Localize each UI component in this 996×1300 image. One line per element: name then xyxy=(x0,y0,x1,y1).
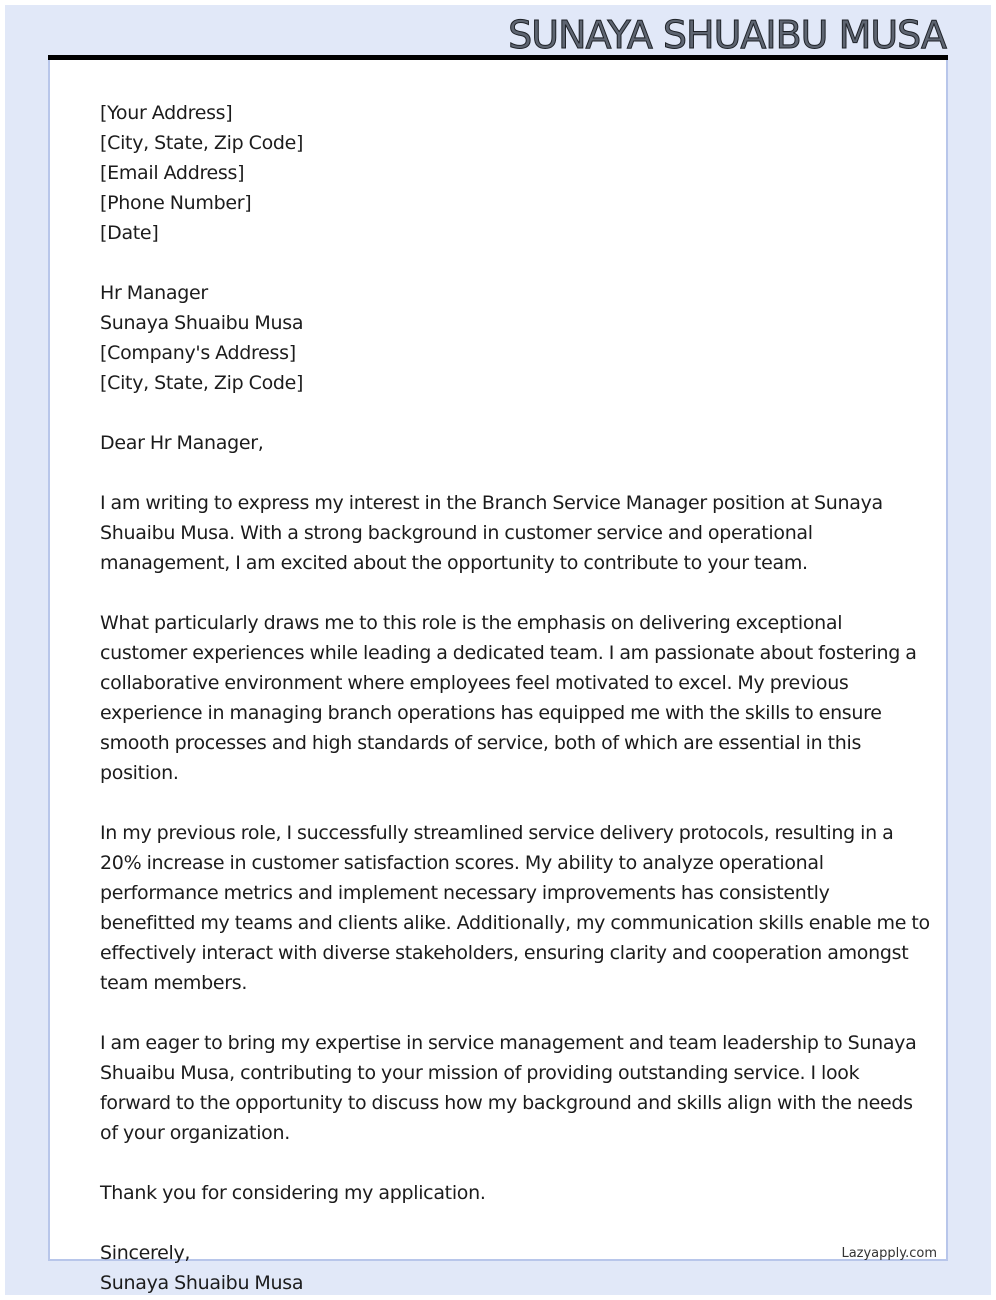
body-paragraph-5 xyxy=(100,1178,900,1208)
sender-date: [Date] xyxy=(100,222,159,244)
paragraph-line: 20% increase in customer satisfaction scores. My ability to analyze operational xyxy=(100,852,824,874)
sender-address: [Your Address] xyxy=(100,102,233,124)
paragraph-line: of your organization. xyxy=(100,1122,290,1144)
closing-block xyxy=(100,1238,900,1298)
letter-body xyxy=(100,98,930,1298)
watermark: Lazyapply.com xyxy=(841,1246,937,1261)
paragraph-line: team members. xyxy=(100,972,248,994)
paragraph-line: Shuaibu Musa. With a strong background in customer service and operational xyxy=(100,522,813,544)
paragraph-line: benefitted my teams and clients alike. Additionally, my communication skills enable me to xyxy=(100,912,930,934)
body-paragraph-2 xyxy=(100,608,917,788)
paragraph-line: management, I am excited about the opportunity to contribute to your team. xyxy=(100,552,808,574)
recipient-title: Hr Manager xyxy=(100,282,208,304)
sender-phone: [Phone Number] xyxy=(100,192,252,214)
salutation-text: Dear Hr Manager, xyxy=(100,432,264,454)
paragraph-line: customer experiences while leading a dedicated team. I am passionate about fostering a xyxy=(100,642,917,664)
paragraph-line: experience in managing branch operations has equipped me with the skills to ensure xyxy=(100,702,882,724)
sender-city-state-zip: [City, State, Zip Code] xyxy=(100,132,304,154)
salutation xyxy=(100,428,900,458)
recipient-address: [Company's Address] xyxy=(100,342,296,364)
paragraph-line: Shuaibu Musa, contributing to your mission of providing outstanding service. I look xyxy=(100,1062,860,1084)
paragraph-line: effectively interact with diverse stakeholders, ensuring clarity and cooperation amongst xyxy=(100,942,909,964)
paragraph-line: Thank you for considering my application. xyxy=(100,1182,486,1204)
valediction: Sincerely, xyxy=(100,1242,191,1264)
body-paragraph-1 xyxy=(100,488,900,578)
paragraph-line: performance metrics and implement necessary improvements has consistently xyxy=(100,882,830,904)
paragraph-line: In my previous role, I successfully streamlined service delivery protocols, resulting in a xyxy=(100,822,894,844)
paragraph-line: I am writing to express my interest in the Branch Service Manager position at Sunaya xyxy=(100,492,883,514)
paragraph-line: collaborative environment where employees feel motivated to excel. My previous xyxy=(100,672,849,694)
paragraph-line: forward to the opportunity to discuss how my background and skills align with the needs xyxy=(100,1092,913,1114)
body-paragraph-4 xyxy=(100,1028,917,1148)
recipient-company: Sunaya Shuaibu Musa xyxy=(100,312,304,334)
recipient-city-state-zip: [City, State, Zip Code] xyxy=(100,372,304,394)
paragraph-line: What particularly draws me to this role is the emphasis on delivering exceptional xyxy=(100,612,843,634)
header-name: SUNAYA SHUAIBU MUSA xyxy=(508,13,946,57)
recipient-block xyxy=(100,278,900,398)
sender-email: [Email Address] xyxy=(100,162,245,184)
paragraph-line: I am eager to bring my expertise in service management and team leadership to Sunaya xyxy=(100,1032,917,1054)
body-paragraph-3 xyxy=(100,818,930,998)
signature-name: Sunaya Shuaibu Musa xyxy=(100,1272,304,1294)
paragraph-line: smooth processes and high standards of service, both of which are essential in this xyxy=(100,732,862,754)
paragraph-line: position. xyxy=(100,762,179,784)
sender-block xyxy=(100,98,900,248)
